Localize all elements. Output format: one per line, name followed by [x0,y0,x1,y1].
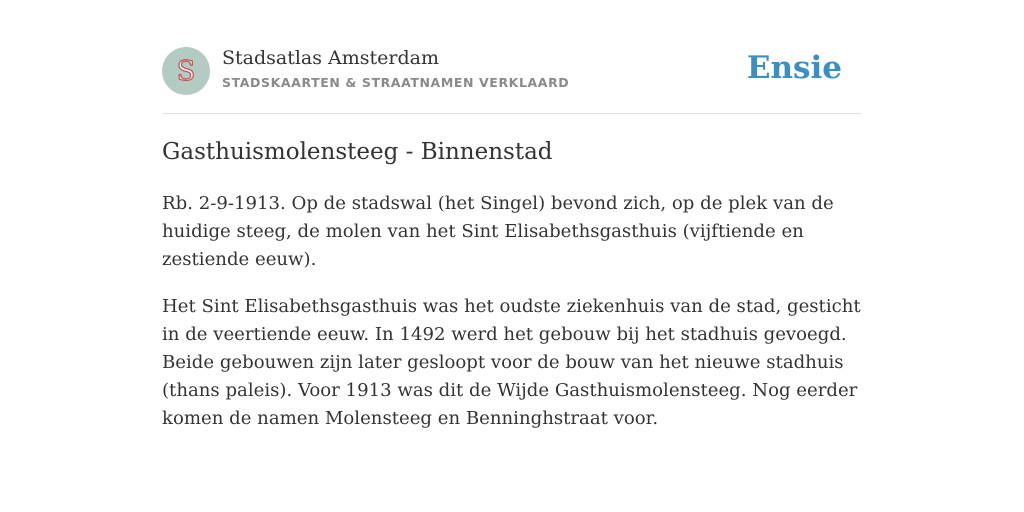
site-title[interactable]: Stadsatlas Amsterdam [222,47,440,69]
article-paragraph: Het Sint Elisabethsgasthuis was het oudste ziekenhuis van de stad, gesticht in de veertiende eeuw. In 1492 werd het gebouw bij het stadhuis gevoegd. Beide gebouwen zijn later gesloopt voor de bouw van het nieuwe stadhuis (thans paleis). Voor 1913 was dit de Wijde Gasthuismolensteeg. Nog eerder komen de namen Molensteeg en Benninghstraat voor. [162,296,861,429]
site-header [162,46,862,96]
avatar-letter: S [176,56,196,87]
article-body [162,190,862,452]
header-divider [162,113,862,114]
site-subtitle: STADSKAARTEN & STRAATNAMEN VERKLAARD [222,75,570,90]
article-title: Gasthuismolensteeg - Binnenstad [162,139,553,165]
avatar[interactable] [162,47,210,95]
article-paragraph: Rb. 2-9-1913. Op de stadswal (het Singel) bevond zich, op de plek van de huidige steeg, de molen van het Sint Elisabethsgasthuis (vijftiende en zestiende eeuw). [162,193,834,270]
brand-logo-link[interactable]: Ensie [746,50,842,86]
